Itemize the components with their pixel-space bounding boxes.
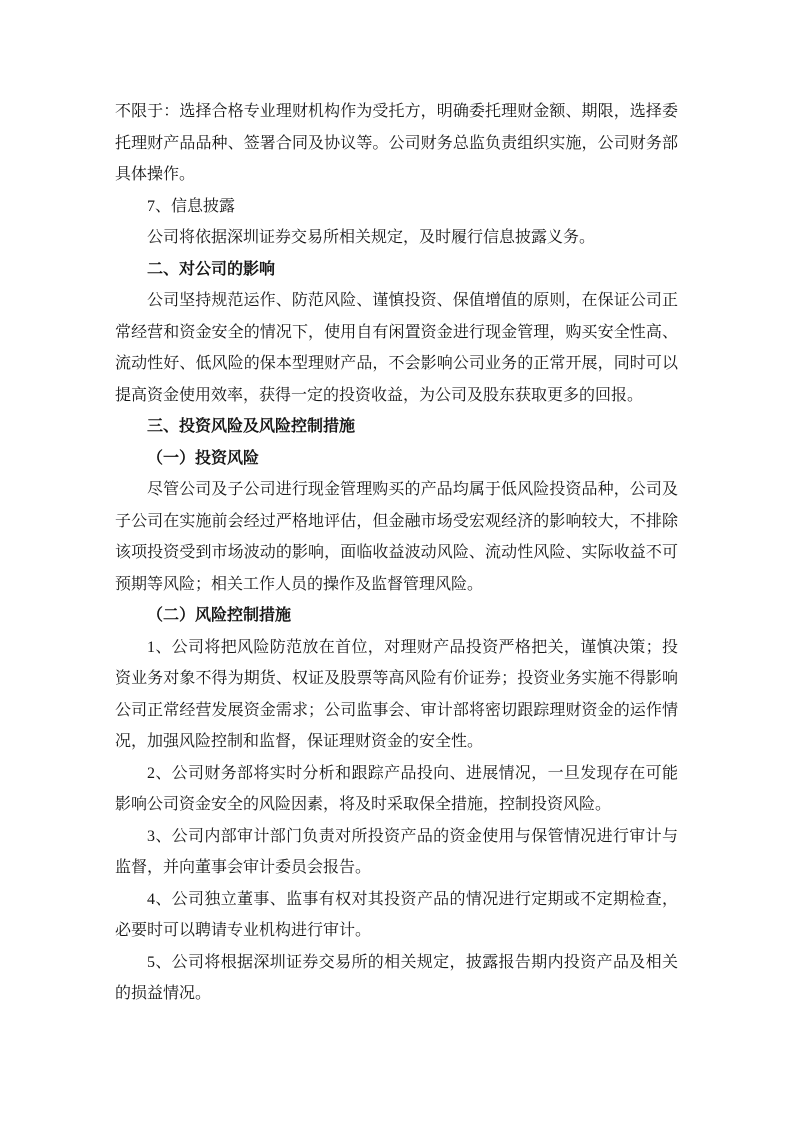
paragraph: 1、公司将把风险防范放在首位，对理财产品投资严格把关，谨慎决策；投资业务对象不得为期货、权证及股票等高风险有价证券；投资业务实施不得影响公司正常经营发展资金需求；公司监事会、审计部将密切跟踪理财资金的运作情况，加强风险控制和监督，保证理财资金的安全性。: [115, 638, 678, 750]
paragraph: 3、公司内部审计部门负责对所投资产品的资金使用与保管情况进行审计与监督，并向董事会审计委员会报告。: [115, 827, 678, 876]
section-heading: （二）风险控制措施: [147, 607, 292, 624]
section-heading: （一）投资风险: [147, 449, 260, 467]
section-heading: 三、投资风险及风险控制措施: [147, 418, 356, 435]
document-body: [115, 96, 678, 1010]
paragraph: 尽管公司及子公司进行现金管理购买的产品均属于低风险投资品种，公司及子公司在实施前会经过严格地评估，但金融市场受宏观经济的影响较大，不排除该项投资受到市场波动的影响，面临收益波动风险、流动性风险、实际收益不可预期等风险；相关工作人员的操作及监督管理风险。: [115, 481, 678, 593]
paragraph: 公司坚持规范运作、防范风险、谨慎投资、保值增值的原则，在保证公司正常经营和资金安全的情况下，使用自有闲置资金进行现金管理，购买安全性高、流动性好、低风险的保本型理财产品，不会影响公司业务的正常开展，同时可以提高资金使用效率，获得一定的投资收益，为公司及股东获取更多的回报。: [115, 292, 678, 404]
paragraph: 不限于：选择合格专业理财机构作为受托方，明确委托理财金额、期限，选择委托理财产品品种、签署合同及协议等。公司财务总监负责组织实施，公司财务部具体操作。: [115, 103, 678, 183]
paragraph: 4、公司独立董事、监事有权对其投资产品的情况进行定期或不定期检查，必要时可以聘请专业机构进行审计。: [115, 890, 678, 939]
section-heading: 二、对公司的影响: [147, 260, 276, 278]
paragraph: 2、公司财务部将实时分析和跟踪产品投向、进展情况，一旦发现存在可能影响公司资金安全的风险因素，将及时采取保全措施，控制投资风险。: [115, 764, 678, 813]
paragraph: 公司将依据深圳证券交易所相关规定，及时履行信息披露义务。: [147, 229, 596, 246]
paragraph: 5、公司将根据深圳证券交易所的相关规定，披露报告期内投资产品及相关的损益情况。: [115, 953, 678, 1002]
section-heading: 7、信息披露: [147, 197, 236, 215]
